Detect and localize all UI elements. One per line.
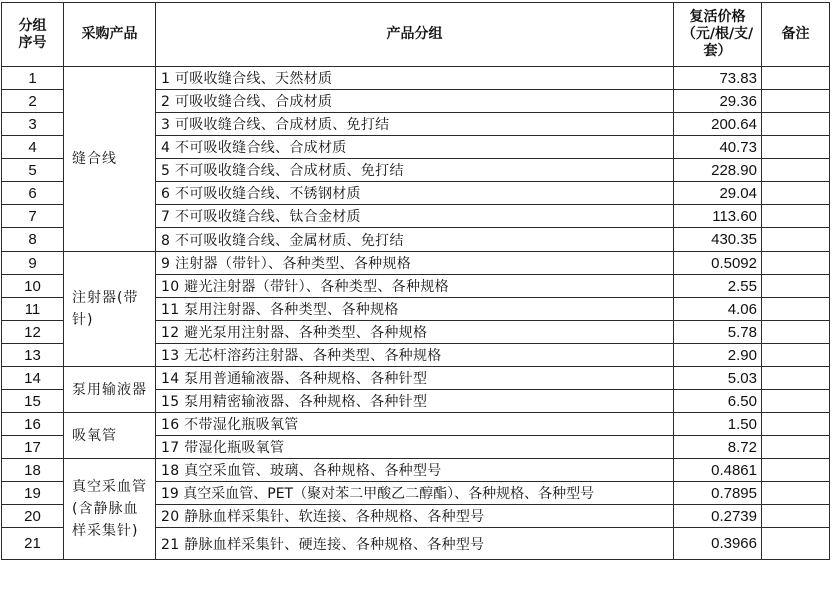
row-price: 0.7895 [674, 482, 762, 505]
row-price: 228.90 [674, 159, 762, 182]
header-seq: 分组序号 [2, 3, 64, 67]
row-price: 430.35 [674, 228, 762, 252]
row-note [762, 528, 830, 560]
row-desc: 12 避光泵用注射器、各种类型、各种规格 [156, 321, 674, 344]
row-price: 73.83 [674, 67, 762, 90]
row-price: 29.36 [674, 90, 762, 113]
row-price: 0.3966 [674, 528, 762, 560]
row-note [762, 390, 830, 413]
row-note [762, 205, 830, 228]
table-row [2, 67, 830, 90]
row-seq: 16 [2, 413, 64, 436]
row-seq: 8 [2, 228, 64, 252]
row-seq: 12 [2, 321, 64, 344]
row-seq: 7 [2, 205, 64, 228]
row-note [762, 90, 830, 113]
row-desc: 9 注射器（带针）、各种类型、各种规格 [156, 252, 674, 275]
row-seq: 6 [2, 182, 64, 205]
row-desc: 13 无芯杆溶药注射器、各种类型、各种规格 [156, 344, 674, 367]
row-desc: 5 不可吸收缝合线、合成材质、免打结 [156, 159, 674, 182]
row-desc: 7 不可吸收缝合线、钛合金材质 [156, 205, 674, 228]
row-price: 5.03 [674, 367, 762, 390]
row-note [762, 275, 830, 298]
row-note [762, 228, 830, 252]
table-header [2, 3, 830, 67]
header-product: 采购产品 [64, 3, 156, 67]
header-group: 产品分组 [156, 3, 674, 67]
row-seq: 5 [2, 159, 64, 182]
row-desc: 11 泵用注射器、各种类型、各种规格 [156, 298, 674, 321]
header-note: 备注 [762, 3, 830, 67]
row-price: 0.5092 [674, 252, 762, 275]
row-note [762, 482, 830, 505]
row-note [762, 436, 830, 459]
row-note [762, 505, 830, 528]
row-price: 4.06 [674, 298, 762, 321]
row-desc: 18 真空采血管、玻璃、各种规格、各种型号 [156, 459, 674, 482]
row-price: 1.50 [674, 413, 762, 436]
row-price: 200.64 [674, 113, 762, 136]
row-desc: 19 真空采血管、PET（聚对苯二甲酸乙二醇酯）、各种规格、各种型号 [156, 482, 674, 505]
row-seq: 17 [2, 436, 64, 459]
row-desc: 10 避光注射器（带针）、各种类型、各种规格 [156, 275, 674, 298]
row-seq: 20 [2, 505, 64, 528]
row-note [762, 344, 830, 367]
row-note [762, 67, 830, 90]
row-price: 0.2739 [674, 505, 762, 528]
row-seq: 14 [2, 367, 64, 390]
row-desc: 21 静脉血样采集针、硬连接、各种规格、各种型号 [156, 528, 674, 560]
category-cell: 吸氧管 [64, 413, 156, 459]
row-desc: 16 不带湿化瓶吸氧管 [156, 413, 674, 436]
row-seq: 10 [2, 275, 64, 298]
table-row [2, 367, 830, 390]
row-desc: 1 可吸收缝合线、天然材质 [156, 67, 674, 90]
row-desc: 15 泵用精密输液器、各种规格、各种针型 [156, 390, 674, 413]
row-seq: 3 [2, 113, 64, 136]
row-desc: 3 可吸收缝合线、合成材质、免打结 [156, 113, 674, 136]
table-row [2, 413, 830, 436]
row-note [762, 252, 830, 275]
row-seq: 18 [2, 459, 64, 482]
row-note [762, 159, 830, 182]
header-price: 复活价格（元/根/支/套） [674, 3, 762, 67]
table-row [2, 459, 830, 482]
row-seq: 19 [2, 482, 64, 505]
row-note [762, 321, 830, 344]
row-price: 2.55 [674, 275, 762, 298]
row-seq: 9 [2, 252, 64, 275]
category-cell: 泵用输液器 [64, 367, 156, 413]
row-seq: 4 [2, 136, 64, 159]
row-note [762, 113, 830, 136]
row-seq: 21 [2, 528, 64, 560]
row-price: 8.72 [674, 436, 762, 459]
price-table-document [1, 2, 830, 600]
row-note [762, 367, 830, 390]
row-seq: 15 [2, 390, 64, 413]
row-note [762, 298, 830, 321]
row-note [762, 413, 830, 436]
category-cell: 注射器(带针) [64, 252, 156, 367]
row-desc: 4 不可吸收缝合线、合成材质 [156, 136, 674, 159]
row-price: 113.60 [674, 205, 762, 228]
row-desc: 20 静脉血样采集针、软连接、各种规格、各种型号 [156, 505, 674, 528]
row-desc: 17 带湿化瓶吸氧管 [156, 436, 674, 459]
row-price: 0.4861 [674, 459, 762, 482]
table-body [2, 67, 830, 560]
row-price: 29.04 [674, 182, 762, 205]
row-seq: 13 [2, 344, 64, 367]
row-price: 5.78 [674, 321, 762, 344]
row-price: 6.50 [674, 390, 762, 413]
row-price: 40.73 [674, 136, 762, 159]
row-desc: 6 不可吸收缝合线、不锈钢材质 [156, 182, 674, 205]
row-seq: 2 [2, 90, 64, 113]
row-desc: 8 不可吸收缝合线、金属材质、免打结 [156, 228, 674, 252]
row-note [762, 136, 830, 159]
row-desc: 2 可吸收缝合线、合成材质 [156, 90, 674, 113]
row-seq: 11 [2, 298, 64, 321]
row-seq: 1 [2, 67, 64, 90]
price-table [1, 2, 830, 560]
table-row [2, 252, 830, 275]
category-cell: 缝合线 [64, 67, 156, 252]
header-row [2, 3, 830, 67]
row-note [762, 459, 830, 482]
row-price: 2.90 [674, 344, 762, 367]
category-cell: 真空采血管(含静脉血样采集针) [64, 459, 156, 560]
row-note [762, 182, 830, 205]
row-desc: 14 泵用普通输液器、各种规格、各种针型 [156, 367, 674, 390]
